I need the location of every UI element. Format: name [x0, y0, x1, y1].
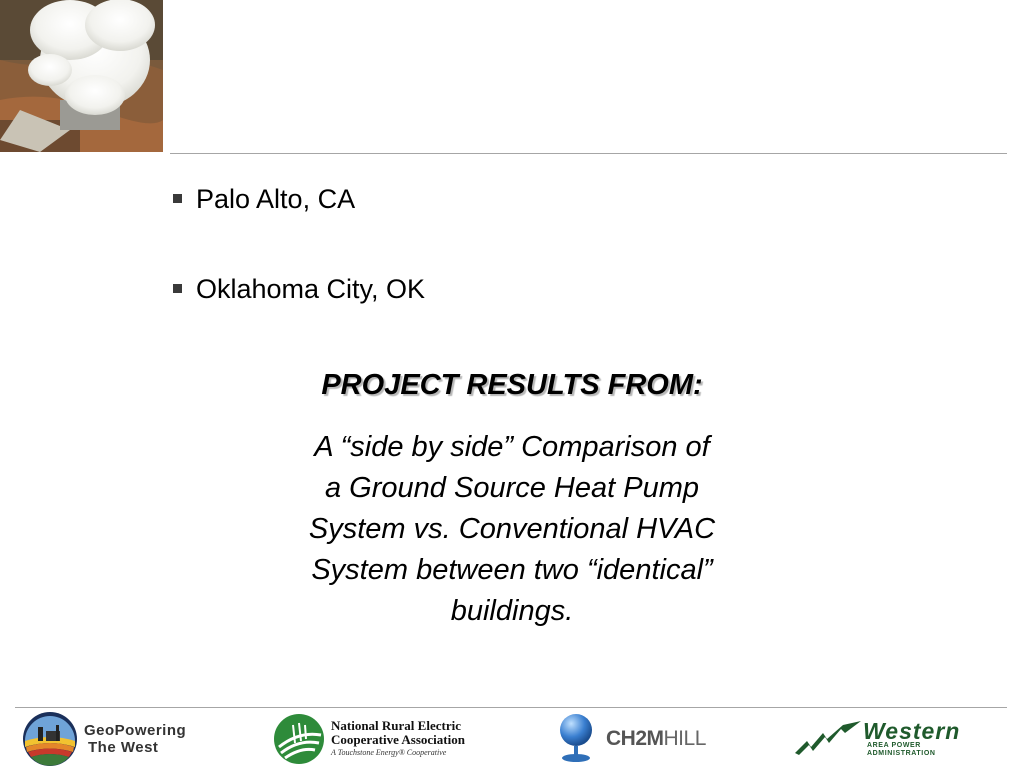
nreca-tagline: A Touchstone Energy® Cooperative — [331, 748, 447, 757]
western-logo — [793, 711, 960, 767]
nreca-wordmark — [331, 719, 465, 759]
bullet-text: Palo Alto, CA — [196, 184, 356, 214]
ch2m-part1: CH2M — [606, 727, 664, 750]
western-sub1: AREA POWER — [867, 742, 921, 749]
body-paragraph — [250, 427, 774, 632]
geopowering-wordmark — [84, 722, 186, 756]
nreca-logo — [273, 711, 465, 767]
western-wordmark — [863, 720, 960, 758]
lightning-bolt-icon — [793, 719, 863, 759]
footer-divider — [15, 707, 1007, 708]
ch2mhill-wordmark — [606, 727, 706, 751]
bullet-square-icon — [173, 194, 182, 203]
geopowering-logo — [22, 711, 186, 767]
nreca-line1: National Rural Electric — [331, 718, 461, 733]
body-line: A “side by side” Comparison of — [314, 431, 710, 463]
body-line: System vs. Conventional HVAC — [308, 513, 716, 545]
geopowering-line1: GeoPowering — [84, 722, 187, 739]
body-line: System between two “identical” — [311, 554, 713, 586]
body-line: buildings. — [450, 595, 574, 627]
bullet-square-icon — [173, 284, 182, 293]
ch2mhill-logo — [556, 711, 706, 767]
nreca-line2: Cooperative Association — [331, 732, 465, 747]
bullet-item — [173, 274, 425, 304]
geopowering-emblem-icon — [22, 711, 78, 767]
section-heading: PROJECT RESULTS FROM: — [321, 369, 703, 401]
nreca-emblem-icon — [273, 713, 325, 765]
top-divider — [170, 153, 1007, 154]
western-name: Western — [863, 718, 961, 744]
body-line: a Ground Source Heat Pump — [325, 472, 699, 504]
bullet-text: Oklahoma City, OK — [196, 274, 426, 304]
western-sub2: ADMINISTRATION — [867, 750, 936, 757]
ch2m-part2: HILL — [663, 727, 706, 750]
geopowering-line2: The West — [88, 739, 159, 756]
ch2m-globe-icon — [556, 712, 596, 766]
bullet-item — [173, 184, 355, 214]
geothermal-plant-photo — [0, 0, 163, 152]
